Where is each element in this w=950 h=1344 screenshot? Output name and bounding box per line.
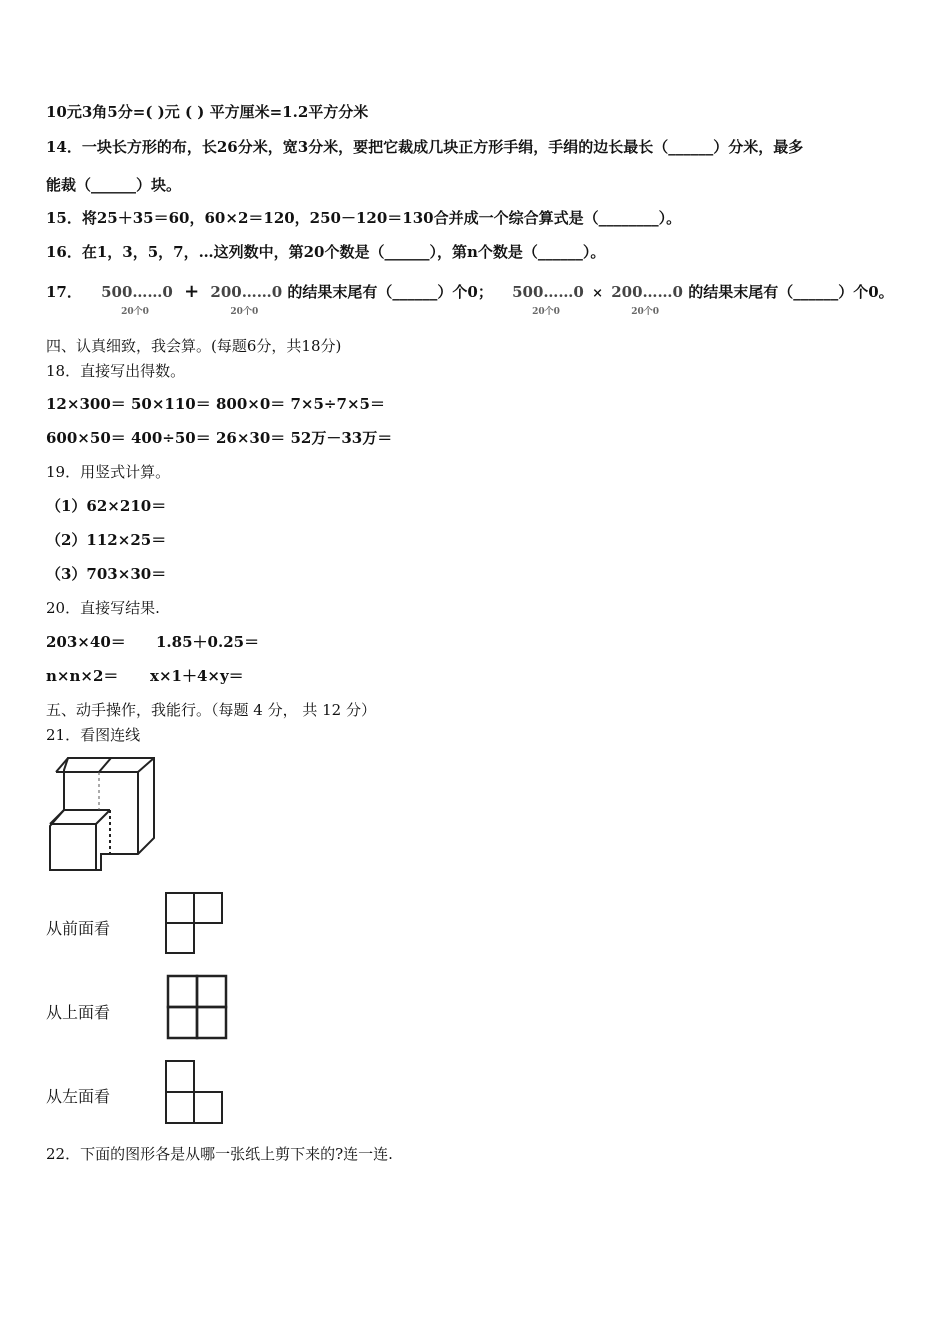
q17-num1-value: 500……0 [101, 283, 173, 301]
q17-end: 的结果末尾有（______）个0。 [688, 283, 894, 301]
q20-r2b: x×1＋4×y＝ [150, 667, 244, 685]
section-4-heading: 四、认真细致，我会算。(每题6分，共18分) [46, 337, 342, 355]
q22: 22．下面的图形各是从哪一张纸上剪下来的?连一连. [46, 1145, 393, 1163]
front-view-grid [164, 892, 224, 954]
q15: 15．将25＋35＝60，60×2＝120，250－120＝130合并成一个综合算式是（________）。 [46, 209, 682, 227]
section-5-heading: 五、动手操作，我能行。（每题 4 分， 共 12 分） [46, 701, 376, 719]
q19-a: （1）62×210＝ [46, 497, 167, 515]
q17-num4-zeros: 20个0 [631, 307, 660, 317]
q20: 20．直接写结果. [46, 599, 160, 617]
cube-solid-figure [46, 758, 156, 872]
q17-plus: + [184, 281, 200, 302]
q19: 19．用竖式计算。 [46, 463, 171, 481]
q13-tail: 10元3角5分=( )元 ( ) 平方厘米=1.2平方分米 [46, 103, 369, 121]
q18: 18．直接写出得数。 [46, 362, 186, 380]
q17-num2-zeros: 20个0 [230, 307, 259, 317]
q19-b: （2）112×25＝ [46, 531, 167, 549]
q17-prefix: 17． [46, 283, 82, 301]
q17-num3-value: 500……0 [512, 283, 584, 301]
top-view-label: 从上面看 [46, 1003, 111, 1022]
q17-num1-zeros: 20个0 [121, 307, 149, 317]
left-view-grid [164, 1060, 224, 1124]
q20-r1b: 1.85＋0.25＝ [156, 633, 260, 651]
left-view-label: 从左面看 [46, 1087, 111, 1106]
q20-r2a: n×n×2＝ [46, 667, 119, 685]
q17-num2-value: 200……0 [210, 283, 283, 301]
q17-num1 [101, 282, 173, 317]
q19-c: （3）703×30＝ [46, 565, 167, 583]
q18-row2: 600×50＝ 400÷50＝ 26×30＝ 52万－33万＝ [46, 429, 393, 447]
q17-num4 [611, 282, 683, 317]
q18-row1: 12×300＝ 50×110＝ 800×0＝ 7×5÷7×5＝ [46, 395, 385, 413]
q17-num4-value: 200……0 [611, 283, 683, 301]
q17-num2 [210, 282, 283, 317]
top-view-grid [166, 974, 228, 1040]
q14-line2: 能裁（______）块。 [46, 176, 182, 194]
q20-r1a: 203×40＝ [46, 633, 126, 651]
q17-num3 [512, 282, 584, 317]
q16: 16．在1，3，5，7，…这列数中，第20个数是（______），第n个数是（______）。 [46, 243, 606, 261]
q21: 21．看图连线 [46, 726, 141, 744]
q17-mid: 的结果末尾有（______）个0； [287, 283, 493, 301]
q17-times: × [592, 286, 603, 301]
q17-num3-zeros: 20个0 [532, 307, 560, 317]
q17 [46, 281, 894, 317]
front-view-label: 从前面看 [46, 919, 111, 938]
q14-line1: 14．一块长方形的布，长26分米，宽3分米，要把它裁成几块正方形手绢，手绢的边长最长（______）分米，最多 [46, 138, 804, 156]
